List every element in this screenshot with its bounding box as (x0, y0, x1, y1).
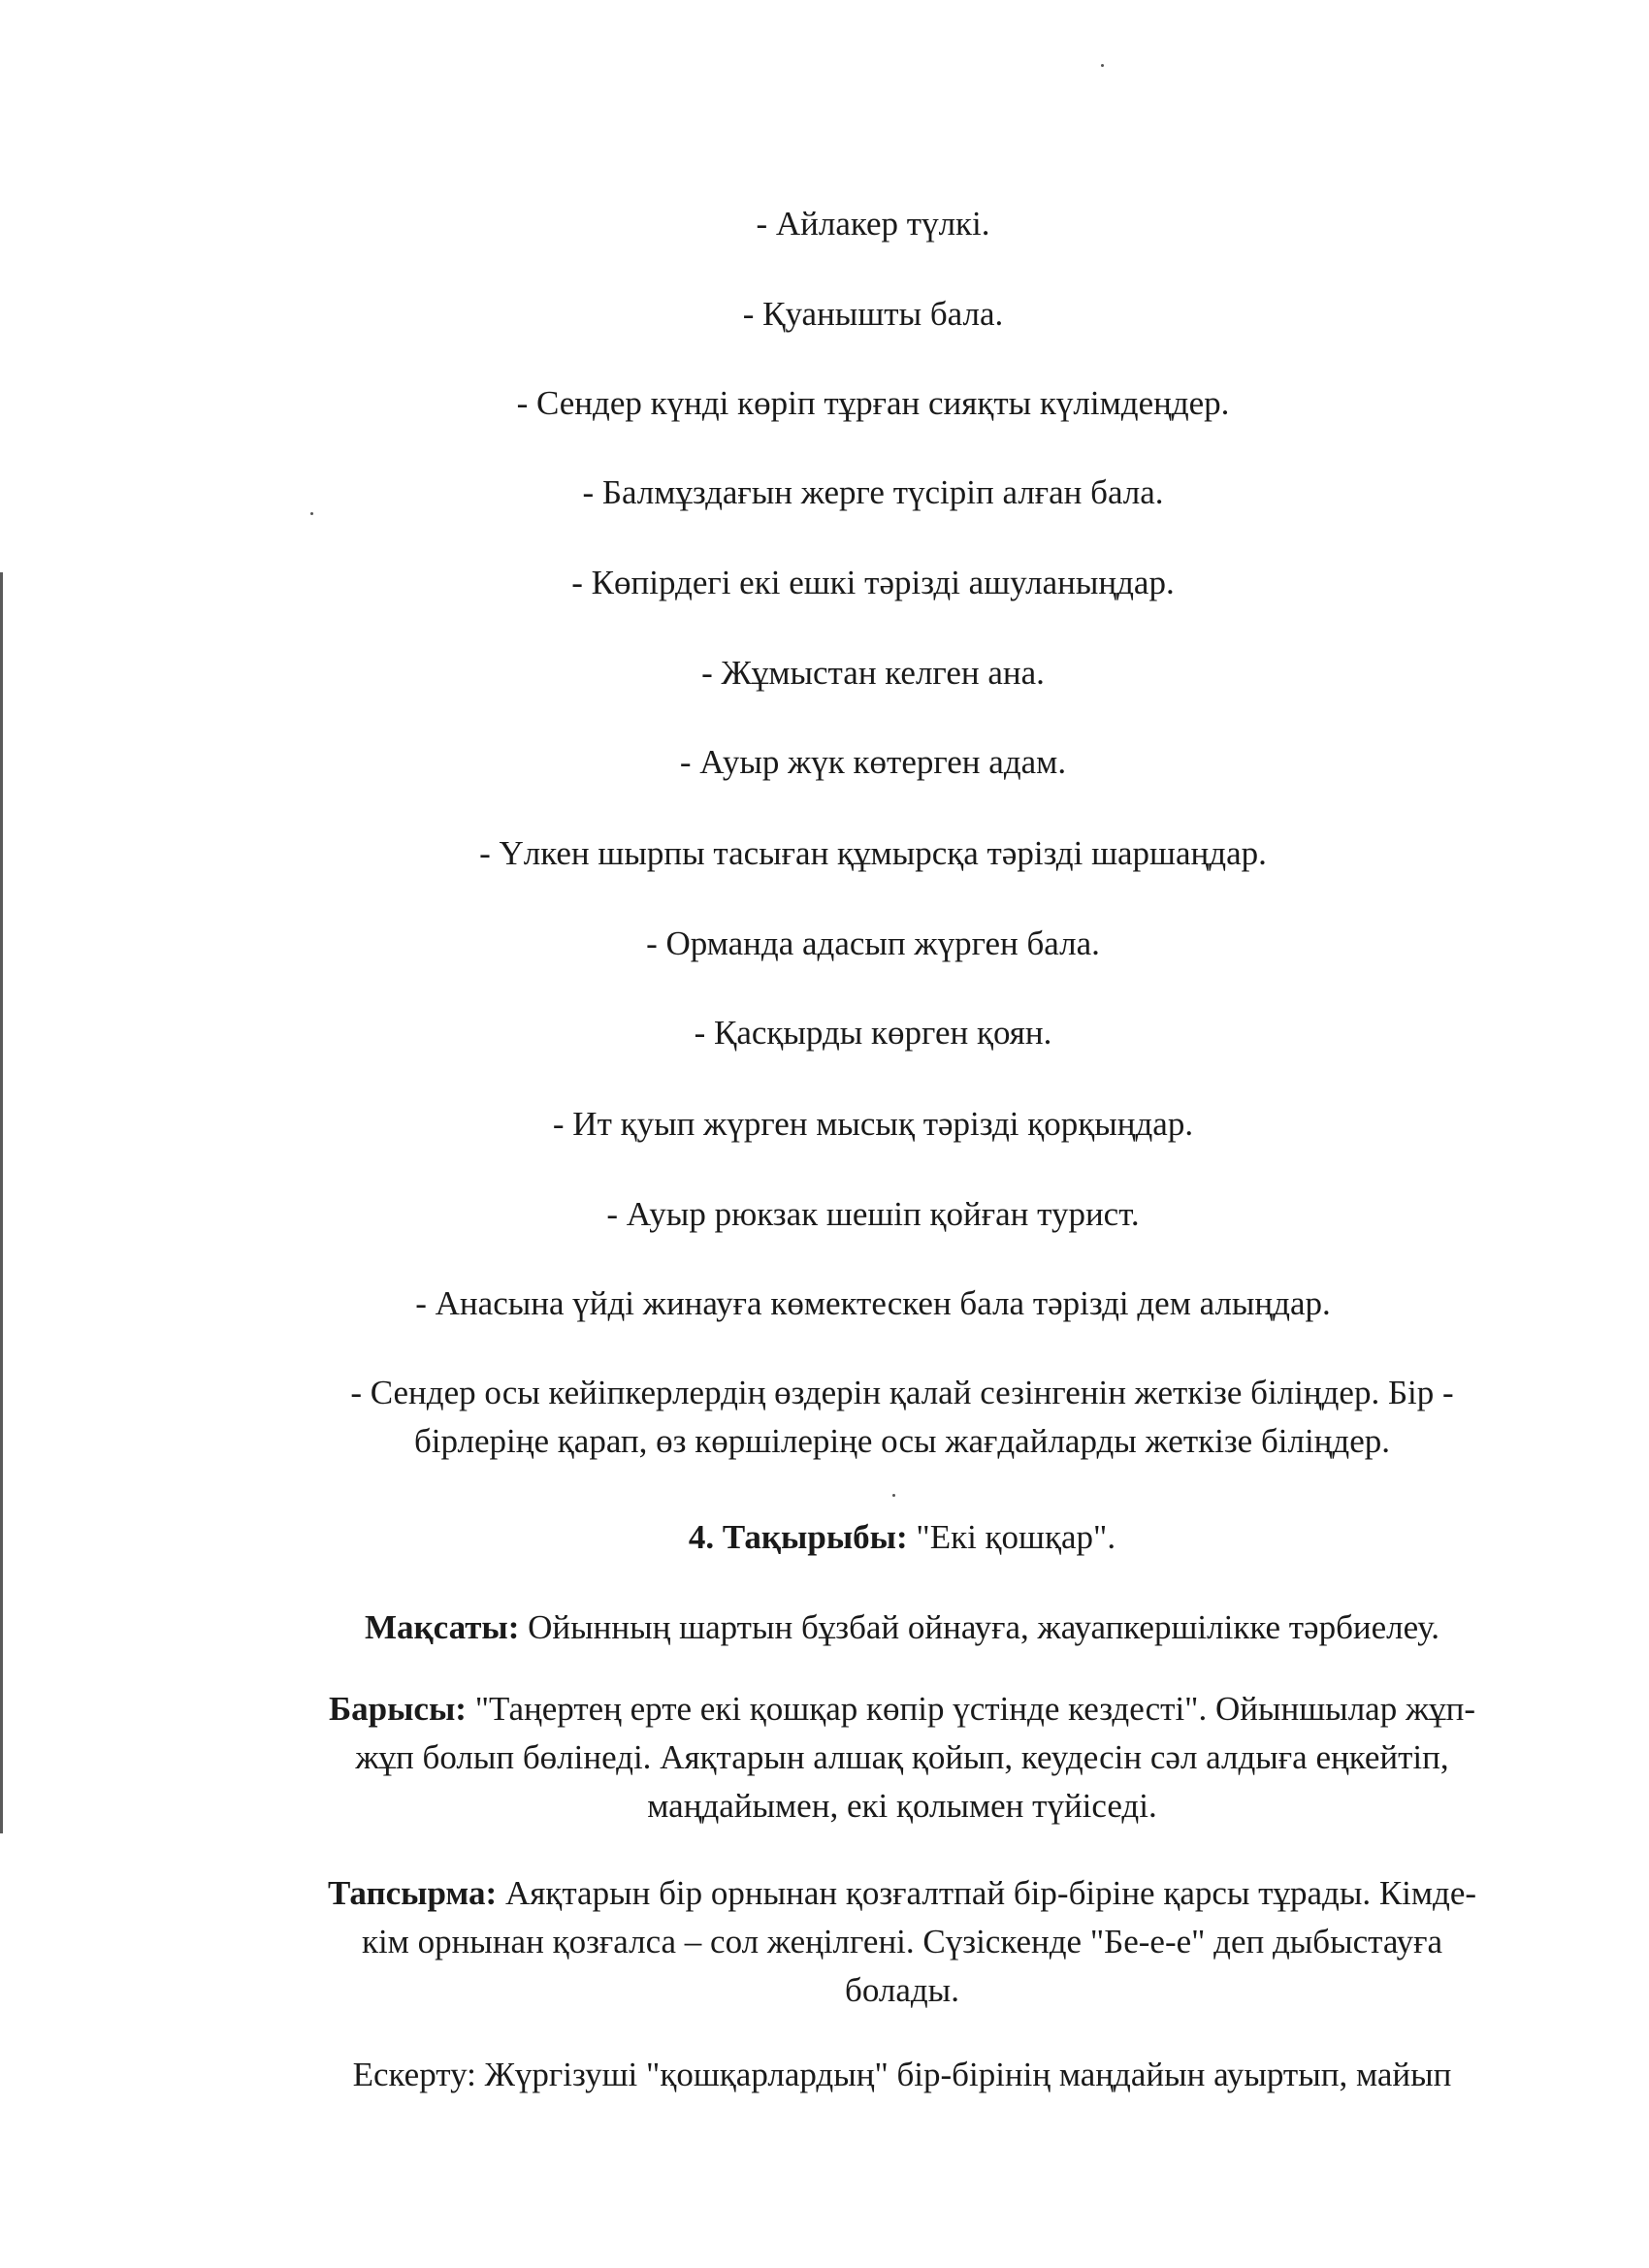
scan-speck (1101, 64, 1104, 67)
goal-label: Мақсаты: (364, 1608, 520, 1646)
task-label: Тапсырма: (327, 1874, 498, 1912)
goal-text: Ойынның шартын бұзбай ойнауға, жауапкершілікке тәрбиелеу. (519, 1608, 1440, 1646)
goal-paragraph (272, 1604, 1533, 1652)
task-paragraph (272, 1869, 1533, 2015)
topic-value: "Екі қошқар". (907, 1518, 1116, 1556)
process-paragraph (272, 1685, 1533, 1831)
note-text: Ескерту: Жүргізуші "қошқарлардың" бір-бірінің маңдайын ауыртып, майып (352, 2056, 1452, 2093)
list-line-11: - Ит қуып жүрген мысық тәрізді қорқыңдар. (552, 1105, 1194, 1143)
list-line-8: - Үлкен шырпы тасыған құмырсқа тәрізді шаршаңдар. (479, 834, 1267, 872)
list-line-1: - Айлакер түлкі. (756, 205, 990, 243)
scan-speck (892, 1494, 895, 1497)
list-line-2: - Қуанышты бала. (742, 295, 1004, 333)
list-line-10: - Қасқырды көрген қоян. (694, 1014, 1052, 1052)
list-line-3: - Сендер күнді көріп тұрған сияқты күлімдеңдер. (516, 384, 1230, 422)
list-line-4: - Балмұздағын жерге түсіріп алған бала. (582, 473, 1164, 511)
task-line-1: Аяқтарын бір орнынан қозғалтпай бір-біріне қарсы тұрады. Кімде- (497, 1874, 1477, 1912)
topic-heading (272, 1513, 1533, 1562)
topic-label: 4. Тақырыбы: (688, 1518, 908, 1556)
list-line-5: - Көпірдегі екі ешкі тәрізді ашуланыңдар. (571, 564, 1175, 601)
scan-edge-shadow (0, 572, 3, 1833)
task-line-2: кім орнынан қозғалса – сол жеңілгені. Сүзіскенде "Бе-е-е" деп дыбыстауға (361, 1923, 1443, 1960)
list-line-9: - Орманда адасып жүрген бала. (646, 924, 1100, 962)
closing-paragraph (272, 1369, 1533, 1466)
process-line-3: маңдайымен, екі қолымен түйіседі. (647, 1787, 1157, 1825)
process-line-2: жұп болып бөлінеді. Аяқтарын алшақ қойып, кеудесін сәл алдыға еңкейтіп, (355, 1738, 1449, 1776)
list-line-12: - Ауыр рюкзак шешіп қойған турист. (606, 1195, 1140, 1233)
process-line-1: "Таңертең ерте екі қошқар көпір үстінде кездесті". Ойыншылар жұп- (466, 1690, 1476, 1728)
list-line-13: - Анасына үйді жинауға көмектескен бала тәрізді дем алыңдар. (415, 1284, 1331, 1322)
note-paragraph (272, 2051, 1533, 2099)
process-label: Барысы: (328, 1690, 467, 1728)
closing-line-2: бірлеріңе қарап, өз көршілеріңе осы жағдайларды жеткізе біліңдер. (413, 1422, 1390, 1460)
closing-line-1: - Сендер осы кейіпкерлердің өздерін қалай сезінгенін жеткізе біліңдер. Бір - (350, 1374, 1454, 1411)
list-line-7: - Ауыр жүк көтерген адам. (679, 743, 1067, 781)
task-line-3: болады. (845, 1971, 959, 2009)
list-line-6: - Жұмыстан келген ана. (701, 654, 1045, 692)
